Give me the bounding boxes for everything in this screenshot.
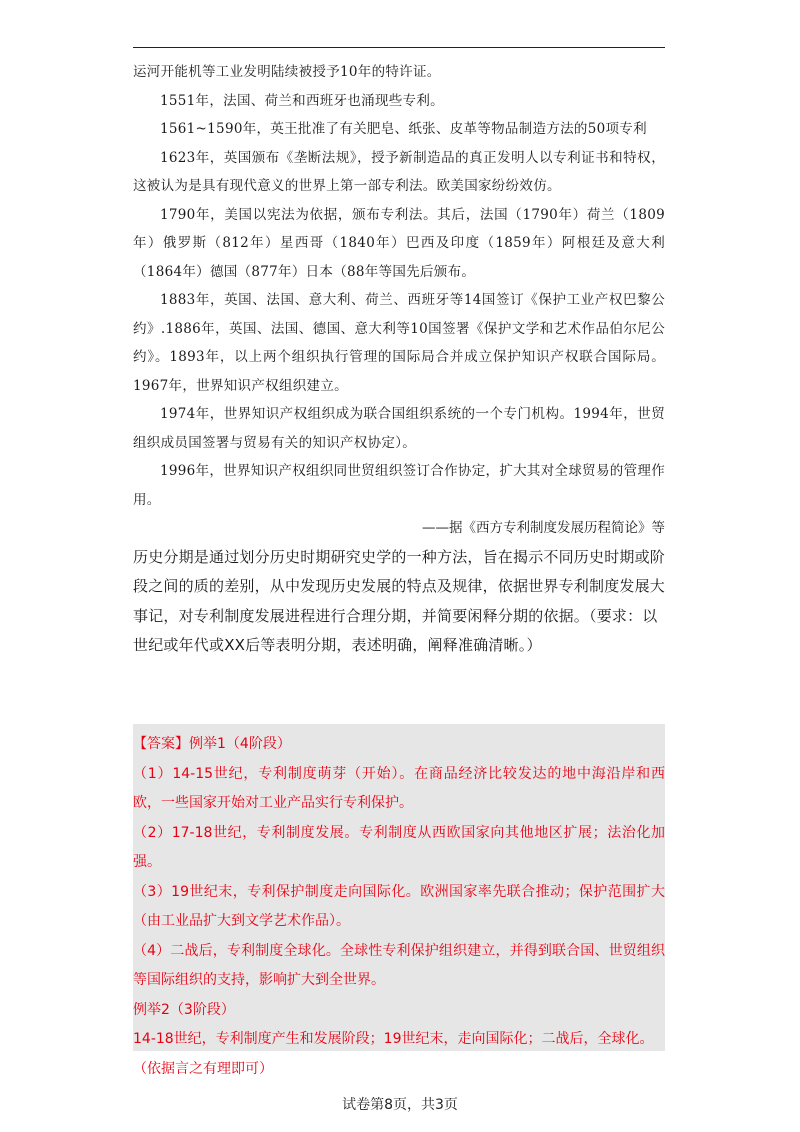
answer-item: （2）17-18世纪，专利制度发展。专利制度从西欧国家向其他地区扩展；法治化加强。 bbox=[133, 824, 665, 870]
answer-example2: 14-18世纪，专利制度产生和发展阶段；19世纪末，走向国际化；二战后，全球化。 bbox=[133, 1031, 654, 1047]
answer-label: 【答案】例举1（4阶段） bbox=[133, 736, 291, 752]
answer-example2-label: 例举2（3阶段） bbox=[133, 1001, 235, 1018]
answer-item: （1）14-15世纪，专利制度萌芽（开始）。在商品经济比较发达的地中海沿岸和西欧，一些国家开始对工业产品实行专利保护。 bbox=[133, 765, 665, 811]
page-footer: 试卷第8页，共3页 bbox=[342, 1097, 458, 1113]
history-paragraph: 1623年，英国颁布《垄断法规》，授予新制造品的真正发明人以专利证书和特权，这被认为是具有现代意义的世界上第一部专利法。欧美国家纷纷效仿。 bbox=[133, 149, 665, 194]
question-text: 历史分期是通过划分历史时期研究史学的一种方法，旨在揭示不同历史时期或阶段之间的质的差别，从中发现历史发展的特点及规律，依据世界专利制度发展大事记，对专利制度发展进程进行合理分期，并简要闲释分期的依据。（要求：以世纪或年代或XX后等表明分期，表述明确，阐释准确清晰。） bbox=[133, 547, 666, 654]
history-paragraph: 1551年，法国、荷兰和西班牙也涌现些专利。 bbox=[160, 92, 444, 109]
history-paragraph: 1883年，英国、法国、意大利、荷兰、西班牙等14国签订《保护工业产权巴黎公约》.1886年，英国、法国、德国、意大利等10国签署《保护文学和艺术作品伯尔尼公约》。1893年，以上两个组织执行管理的国际局合并成立保护知识产权联合国际局。1967年，世界知识产权组织建立。 bbox=[133, 292, 665, 394]
answer-box bbox=[133, 724, 665, 1077]
history-paragraph: 1561~1590年，英王批准了有关肥皂、纸张、皮革等物品制造方法的50项专利 bbox=[160, 121, 647, 137]
header-rule bbox=[133, 47, 665, 48]
history-paragraph: 运河开能机等工业发明陆续被授予10年的特许证。 bbox=[133, 64, 441, 80]
answer-item: （3）19世纪末，专利保护制度走向国际化。欧洲国家率先联合推动；保护范围扩大（由工业品扩大到文学艺术作品）。 bbox=[133, 883, 665, 929]
answer-note: （依据言之有理即可） bbox=[133, 1060, 273, 1077]
history-paragraph: 1790年，美国以宪法为依据，颁布专利法。其后，法国（1790年）荷兰（1809年）俄罗斯（812年）星西哥（1840年）巴西及印度（1859年）阿根廷及意大利（1864年）德国（877年）日本（88年等国先后颁布。 bbox=[133, 206, 665, 280]
material-section bbox=[133, 58, 665, 661]
history-paragraph: 1974年，世界知识产权组织成为联合国组织系统的一个专门机构。1994年，世贸组织成员国签署与贸易有关的知识产权协定）。 bbox=[133, 406, 665, 451]
history-paragraph: 1996年，世界知识产权组织同世贸组织签订合作协定，扩大其对全球贸易的管理作用。 bbox=[133, 463, 665, 508]
material-source: ——据《西方专利制度发展历程简论》等 bbox=[422, 520, 665, 536]
answer-item: （4）二战后，专利制度全球化。全球性专利保护组织建立，并得到联合国、世贸组织等国际组织的支持，影响扩大到全世界。 bbox=[133, 942, 665, 988]
